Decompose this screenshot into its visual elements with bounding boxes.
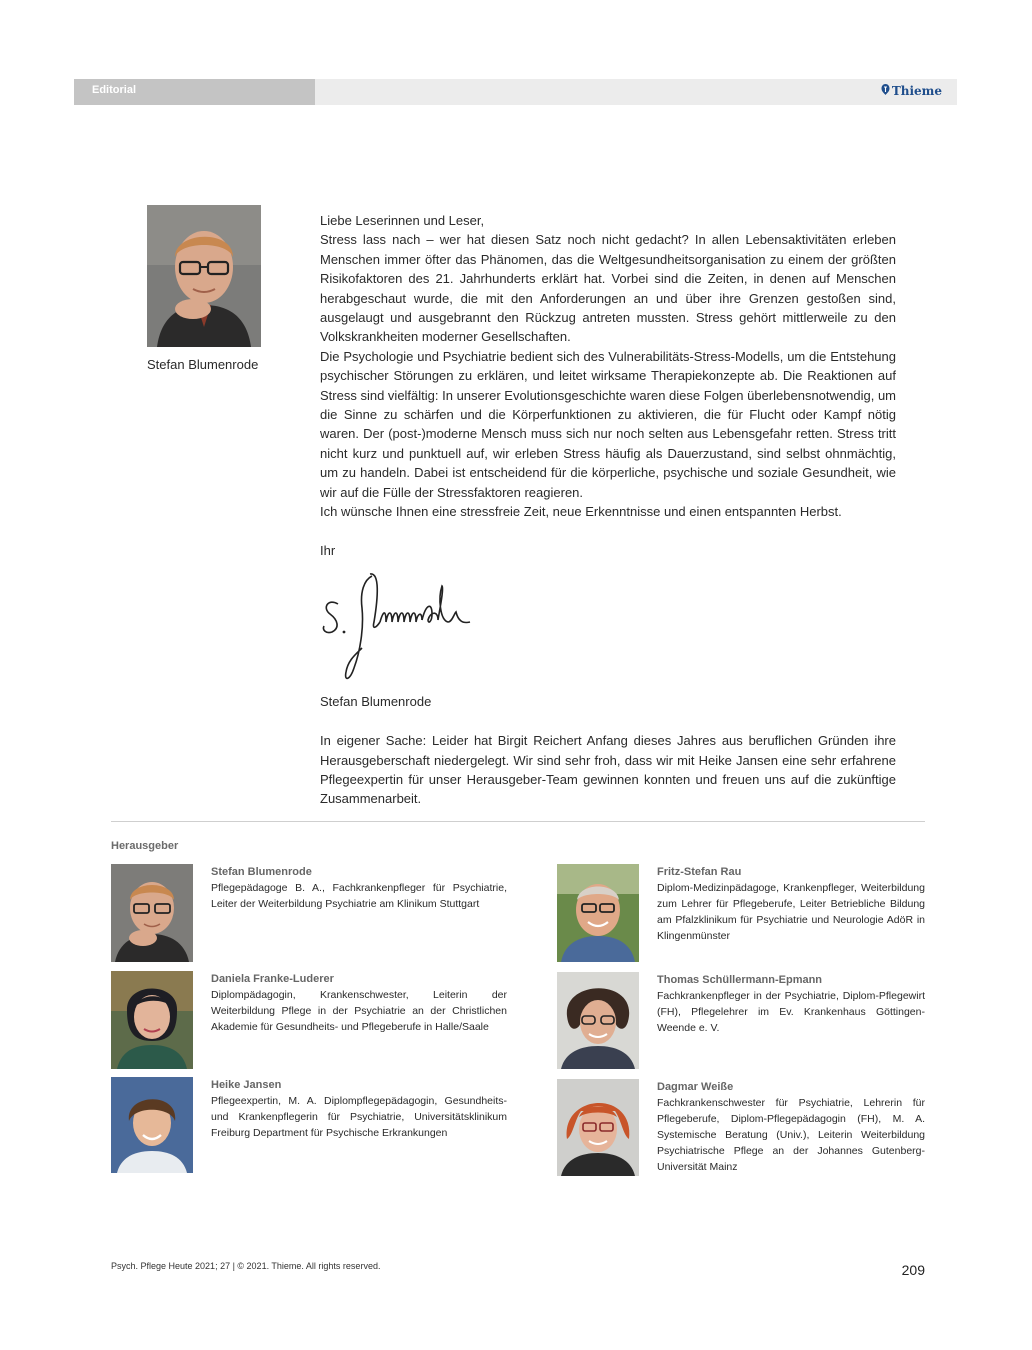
publishers-heading: Herausgeber xyxy=(111,840,179,852)
publisher-description: Fachkrankenschwester für Psychiatrie, Lehrerin für Pflegeberufe, Diplom-Pflegepädagogin (FH), M. A. Systemische Beratung (Univ.), Leiterin Weiterbildung Psychiatrische Pflege an der Johannes Gutenberg-Universität Mainz xyxy=(657,1097,925,1173)
publisher-photo xyxy=(111,971,193,1069)
publisher-name: Fritz-Stefan Rau xyxy=(657,866,742,878)
handwritten-signature xyxy=(320,568,480,686)
publisher-description: Pflegepädagoge B. A., Fachkrankenpfleger für Psychiatrie, Leiter der Weiterbildung Psychiatrie am Klinikum Stuttgart xyxy=(211,882,507,910)
footer-citation: Psych. Pflege Heute 2021; 27 | © 2021. Thieme. All rights reserved. xyxy=(111,1261,381,1271)
brand-logo xyxy=(881,84,942,98)
publisher-name: Thomas Schüllermann-Epmann xyxy=(657,974,823,986)
letter-paragraph: Stress lass nach – wer hat diesen Satz noch nicht gedacht? In allen Lebensaktivitäten erleben Menschen immer öfter das Phänomen, das die Weltgesundheitsorganisation zu einem der größten Risikofaktoren des 21. Jahrhunderts erklärt hat. Vorbei sind die Zeiten, in denen auf Menschen herabgeschaut wurde, die mit den Anforderungen an und über ihre Grenzen gestoßen sind, ausgelaugt und ausgebrannt den Rückzug antreten mussten. Stress gehört mittlerweile zu den Volkskrankheiten moderner Gesellschaften. xyxy=(320,232,896,345)
publisher-photo xyxy=(557,972,639,1069)
brand-name: Thieme xyxy=(891,84,942,98)
letter-greeting: Liebe Leserinnen und Leser, xyxy=(320,213,485,228)
editor-portrait xyxy=(147,205,261,347)
publisher-photo xyxy=(111,1077,193,1173)
letter-closing: Ihr xyxy=(320,542,336,558)
section-tag xyxy=(74,79,315,105)
publisher-description: Fachkrankenpfleger in der Psychiatrie, Diplom-Pflegewirt (FH), Pflegelehrer im Ev. Krankenhaus Göttingen-Weende e. V. xyxy=(657,990,925,1034)
thieme-logo-icon xyxy=(881,84,890,98)
publisher-description: Pflegeexpertin, M. A. Diplompflegepädagogin, Gesundheits- und Krankenpflegerin für Psychiatrie, Universitätsklinikum Freiburg Department für Psychische Erkrankungen xyxy=(211,1095,507,1139)
publisher-photo xyxy=(557,1079,639,1176)
section-divider xyxy=(111,821,925,822)
editorial-letter xyxy=(320,211,896,809)
letter-signoff: Stefan Blumenrode xyxy=(320,694,432,710)
page-number: 209 xyxy=(901,1262,925,1278)
publisher-name: Stefan Blumenrode xyxy=(211,866,312,878)
section-label: Editorial xyxy=(92,84,137,96)
publisher-name: Dagmar Weiße xyxy=(657,1081,734,1093)
publisher-name: Heike Jansen xyxy=(211,1079,282,1091)
letter-paragraph: Die Psychologie und Psychiatrie bedient sich des Vulnerabilitäts-Stress-Modells, um die Entstehung psychischer Störungen zu erklären, und leitet wirksame Therapiekonzepte ab. Die Reaktionen auf Stress sind vielfältig: In unserer Evolutionsgeschichte waren diese Folgen überlebensnotwendig, um die Sinne zu schärfen und die Körperfunktionen zu aktivieren, die für Flucht oder Kampf nötig waren. Der (post-)moderne Mensch muss sich nur noch selten aus Lebensgefahr retten. Stress tritt nicht kurz und punktuell auf, wir erleben Stress häufig als Dauerzustand, sind selbst ohnmächtig, um zu handeln. Dabei ist entscheidend für die körperliche, psychische und soziale Gesundheit, wie wir auf die Fülle der Stressfaktoren reagieren. xyxy=(320,348,896,500)
letter-note: In eigener Sache: Leider hat Birgit Reichert Anfang dieses Jahres aus beruflichen Gründen ihre Herausgeberschaft niedergelegt. Wir sind sehr froh, dass wir mit Heike Jansen eine sehr erfahrene Pflegeexpertin für unser Herausgeber-Team gewinnen konnten und freuen uns auf die zukünftige Zusammenarbeit. xyxy=(320,733,896,807)
header-bar xyxy=(74,79,957,105)
editor-caption: Stefan Blumenrode xyxy=(147,357,259,372)
letter-paragraph: Ich wünsche Ihnen eine stressfreie Zeit, neue Erkenntnisse und einen entspannten Herbst. xyxy=(320,504,842,520)
publisher-name: Daniela Franke-Luderer xyxy=(211,973,334,985)
publisher-description: Diplompädagogin, Krankenschwester, Leiterin der Weiterbildung Pflege in der Psychiatrie an der Christlichen Akademie für Gesundheits- und Pflegeberufe in Halle/Saale xyxy=(211,989,507,1033)
publisher-photo xyxy=(557,864,639,962)
publisher-description: Diplom-Medizinpädagoge, Krankenpfleger, Weiterbildung zum Lehrer für Pflegeberufe, Leiter Betriebliche Bildung am Pfalzklinikum für Psychiatrie und Neurologie AdöR in Klingenmünster xyxy=(657,882,925,942)
publisher-photo xyxy=(111,864,193,962)
